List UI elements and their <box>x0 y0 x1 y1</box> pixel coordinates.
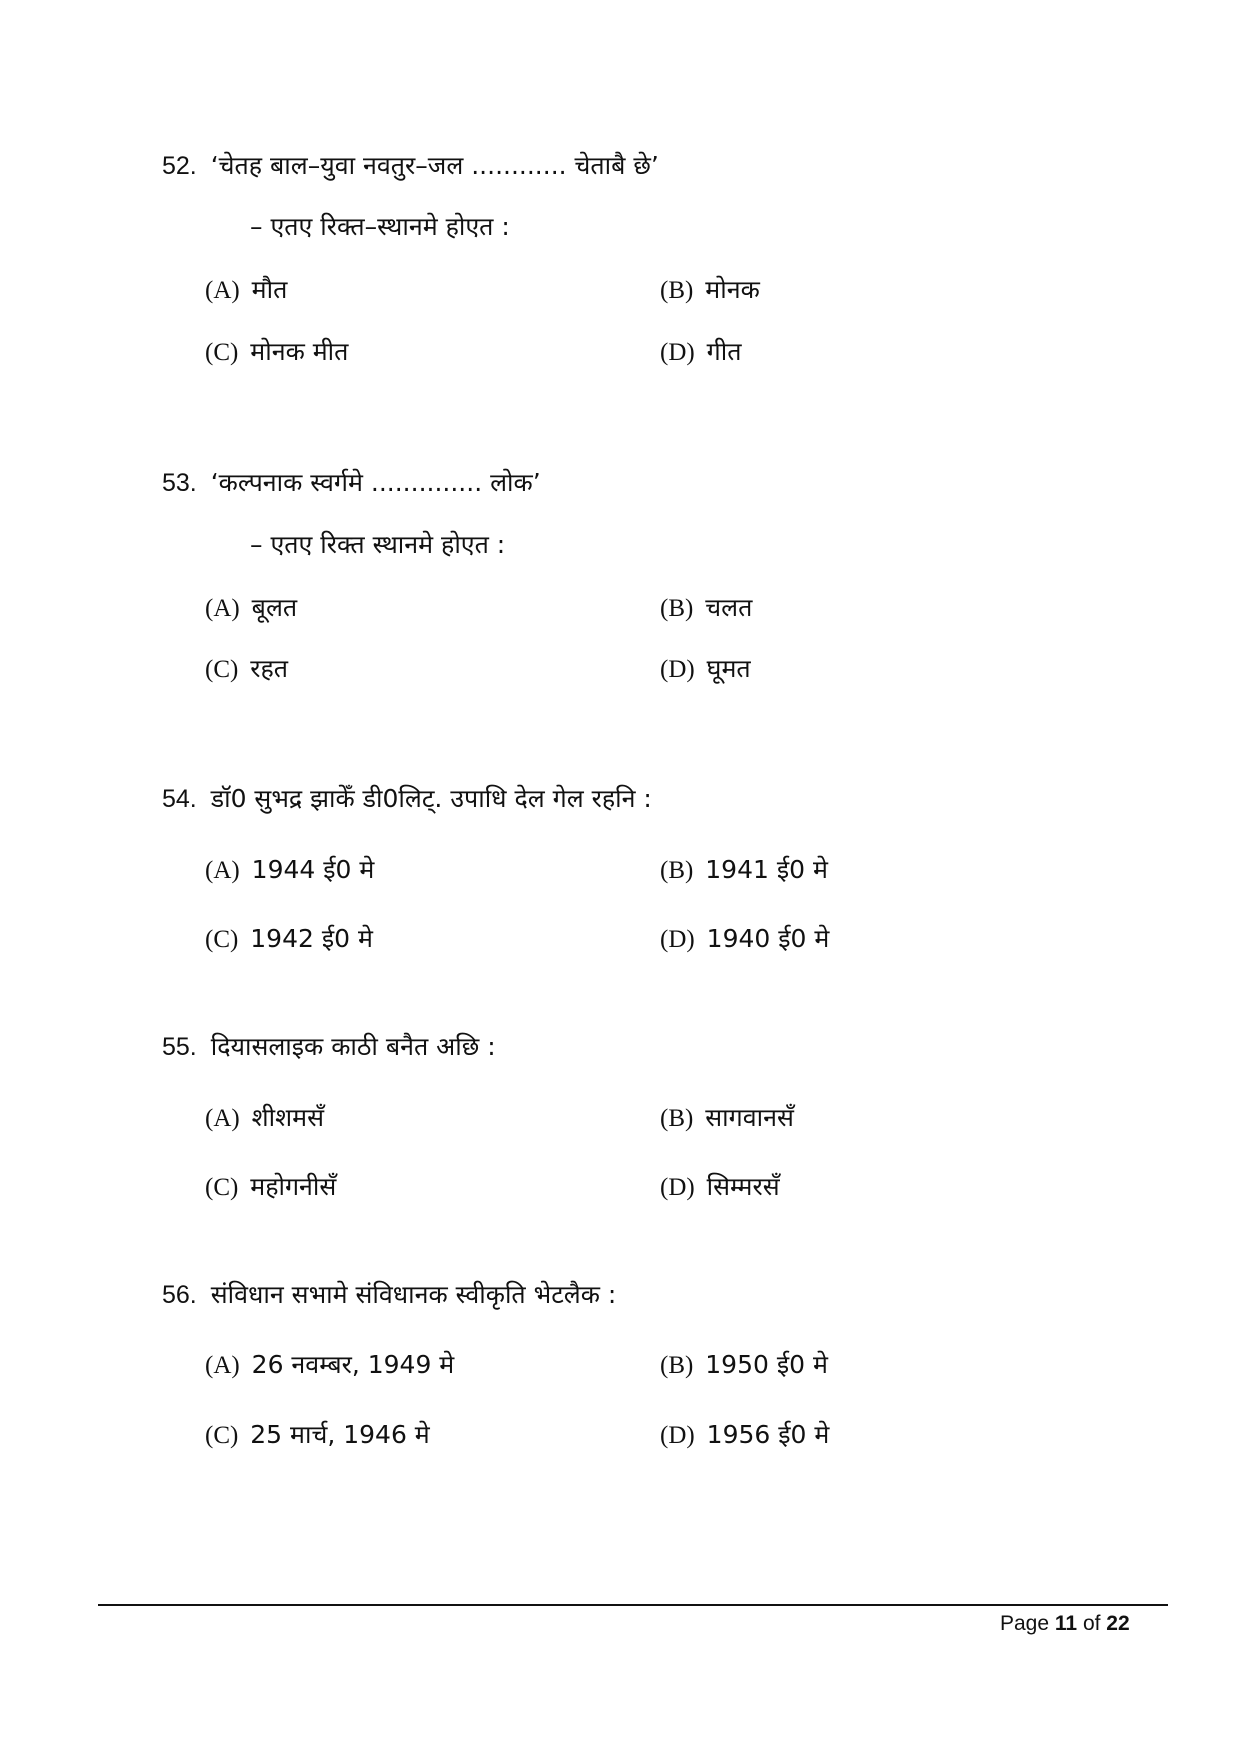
option-text: गीत <box>706 337 742 366</box>
question-subtext: – एतए रिक्त स्थानमे होएत : <box>250 530 506 559</box>
option-text: 1940 ई0 मे <box>706 924 830 953</box>
option-text: मोनक मीत <box>250 337 349 366</box>
option-letter: (C) <box>205 1422 239 1449</box>
option-c <box>205 1172 336 1203</box>
question-text: दियासलाइक काठी बनैत अछि : <box>210 1032 496 1061</box>
option-letter: (A) <box>205 1105 240 1132</box>
option-letter: (C) <box>205 1174 239 1201</box>
option-letter: (A) <box>205 1352 240 1379</box>
question-text: संविधान सभामे संविधानक स्वीकृति भेटलैक : <box>210 1280 617 1309</box>
option-letter: (B) <box>660 1105 694 1132</box>
option-letter: (B) <box>660 1352 694 1379</box>
option-a <box>205 855 374 886</box>
option-a <box>205 1350 454 1381</box>
option-d <box>660 1172 780 1203</box>
option-text: 1950 ई0 मे <box>705 1350 828 1379</box>
option-a <box>205 275 287 306</box>
option-b <box>660 593 752 624</box>
option-text: सिम्मरसँ <box>706 1172 780 1201</box>
option-text: चलत <box>705 593 753 622</box>
question-number: 55. <box>162 1033 197 1061</box>
question-number: 54. <box>162 785 197 813</box>
option-b <box>660 1103 794 1134</box>
option-letter: (C) <box>205 656 239 683</box>
current-page: 11 <box>1054 1612 1078 1635</box>
option-a <box>205 1103 324 1134</box>
total-pages: 22 <box>1106 1612 1130 1635</box>
option-letter: (D) <box>660 1422 695 1449</box>
page-word: Page <box>1000 1612 1050 1635</box>
question-text: ‘कल्पनाक स्वर्गमे .............. लोक’ <box>210 468 541 497</box>
option-letter: (A) <box>205 857 240 884</box>
option-c <box>205 1420 430 1451</box>
option-text: 1944 ई0 मे <box>251 855 375 884</box>
question-stem <box>162 468 541 498</box>
option-letter: (C) <box>205 926 239 953</box>
question-number: 56. <box>162 1281 197 1309</box>
option-text: 1942 ई0 मे <box>250 924 373 953</box>
question-text: डॉ0 सुभद्र झाकेँ डी0लिट्. उपाधि देल गेल रहनि : <box>210 784 652 813</box>
option-c <box>205 924 373 955</box>
option-text: 1941 ई0 मे <box>705 855 828 884</box>
option-a <box>205 593 297 624</box>
option-letter: (B) <box>660 595 694 622</box>
question-text: ‘चेतह बाल–युवा नवतुर–जल ............ चेताबै छे’ <box>210 151 659 180</box>
option-letter: (B) <box>660 857 694 884</box>
option-letter: (D) <box>660 339 695 366</box>
question-subtext: – एतए रिक्त–स्थानमे होएत : <box>250 212 510 241</box>
option-b <box>660 1350 828 1381</box>
option-text: 25 मार्च, 1946 मे <box>250 1420 430 1449</box>
page-number <box>1000 1612 1130 1636</box>
option-text: रहत <box>250 654 289 683</box>
option-text: 26 नवम्बर, 1949 मे <box>251 1350 455 1379</box>
option-text: मौत <box>251 275 288 304</box>
footer-divider <box>98 1604 1168 1606</box>
option-c <box>205 654 288 685</box>
option-letter: (D) <box>660 1174 695 1201</box>
option-b <box>660 275 760 306</box>
question-stem <box>162 784 652 814</box>
question-number: 53. <box>162 469 197 497</box>
option-letter: (A) <box>205 595 240 622</box>
question-number: 52. <box>162 152 197 180</box>
option-text: शीशमसँ <box>251 1103 324 1132</box>
option-letter: (D) <box>660 926 695 953</box>
option-text: महोगनीसँ <box>250 1172 337 1201</box>
option-d <box>660 1420 829 1451</box>
option-b <box>660 855 828 886</box>
question-stem <box>162 1032 496 1062</box>
option-text: मोनक <box>705 275 760 304</box>
option-d <box>660 654 751 685</box>
option-d <box>660 337 741 368</box>
question-stem <box>162 1280 616 1310</box>
question-stem <box>162 151 659 181</box>
option-c <box>205 337 348 368</box>
option-text: सागवानसँ <box>705 1103 794 1132</box>
option-text: बूलत <box>251 593 298 622</box>
option-letter: (D) <box>660 656 695 683</box>
option-text: घूमत <box>706 654 751 683</box>
option-d <box>660 924 829 955</box>
option-text: 1956 ई0 मे <box>706 1420 830 1449</box>
option-letter: (C) <box>205 339 239 366</box>
option-letter: (B) <box>660 277 694 304</box>
of-word: of <box>1082 1612 1101 1635</box>
option-letter: (A) <box>205 277 240 304</box>
